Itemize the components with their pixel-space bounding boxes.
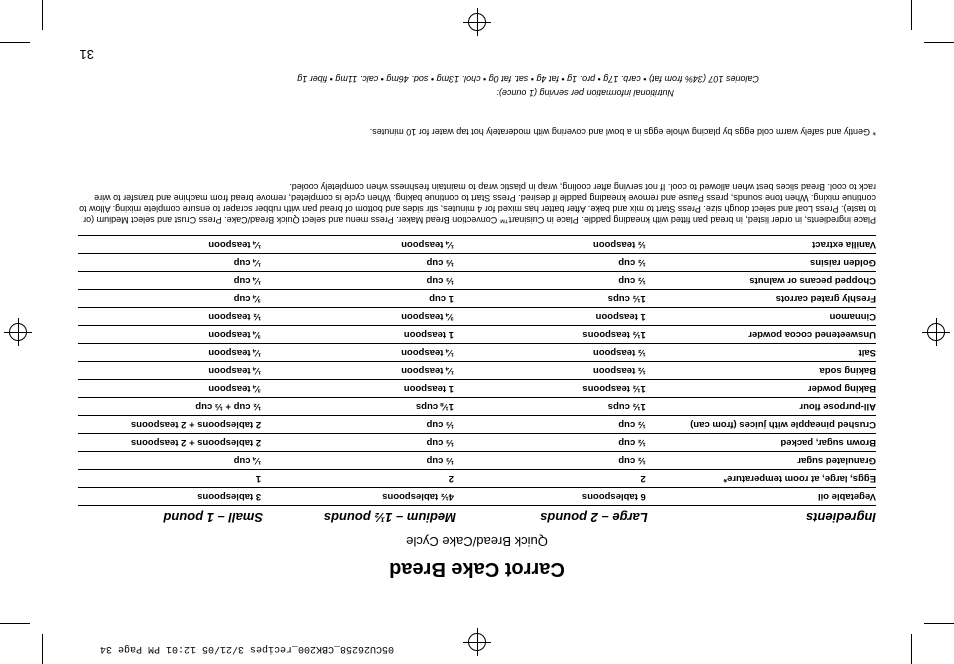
- amount-cell: ¼ teaspoon: [263, 362, 456, 380]
- table-row: [78, 236, 876, 254]
- amount-cell: ½ teaspoon: [78, 308, 263, 326]
- amount-cell: 1 teaspoon: [456, 308, 648, 326]
- amount-cell: ¾ teaspoon: [78, 326, 263, 344]
- ingredient-cell: Baking powder: [648, 380, 876, 398]
- table-row: [78, 434, 876, 452]
- registration-mark-icon: [463, 8, 491, 36]
- amount-cell: 1 teaspoon: [263, 326, 456, 344]
- amount-cell: ⅓ cup: [263, 272, 456, 290]
- crop-mark: [911, 0, 912, 30]
- amount-cell: ¼ teaspoon: [263, 236, 456, 254]
- crop-mark: [0, 623, 30, 624]
- table-row: [78, 380, 876, 398]
- amount-cell: 2 tablespoons + 2 teaspoons: [78, 416, 263, 434]
- print-slug: 05CU26258_CBK200_recipes 3/21/05 12:01 PM Page 34: [99, 643, 394, 654]
- amount-cell: ½ cup: [456, 254, 648, 272]
- crop-mark: [42, 0, 43, 30]
- table-row: [78, 308, 876, 326]
- amount-cell: ½ cup + ⅓ cup: [78, 398, 263, 416]
- ingredient-cell: Eggs, large, at room temperature*: [648, 470, 876, 488]
- amount-cell: 1½ teaspoons: [456, 380, 648, 398]
- amount-cell: ½ teaspoon: [456, 236, 648, 254]
- ingredient-cell: Vegetable oil: [648, 488, 876, 506]
- ingredient-cell: Salt: [648, 344, 876, 362]
- amount-cell: ¾ teaspoon: [263, 308, 456, 326]
- amount-cell: 1½ cups: [456, 398, 648, 416]
- table-row: [78, 362, 876, 380]
- table-header-row: [78, 506, 876, 527]
- recipe-subtitle: Quick Bread/Cake Cycle: [406, 534, 548, 549]
- amount-cell: ¼ cup: [78, 272, 263, 290]
- table-body: [78, 236, 876, 506]
- amount-cell: 4½ tablespoons: [263, 488, 456, 506]
- amount-cell: 1 cup: [263, 290, 456, 308]
- amount-cell: 1: [78, 470, 263, 488]
- table-row: [78, 488, 876, 506]
- ingredient-cell: Cinnamon: [648, 308, 876, 326]
- amount-cell: ¼ teaspoon: [78, 236, 263, 254]
- amount-cell: ¼ cup: [78, 254, 263, 272]
- amount-cell: ¼ cup: [78, 452, 263, 470]
- ingredient-cell: Vanilla extract: [648, 236, 876, 254]
- ingredient-cell: Baking soda: [648, 362, 876, 380]
- ingredients-table: [78, 235, 876, 526]
- crop-mark: [924, 42, 954, 43]
- registration-mark-icon: [4, 318, 32, 346]
- amount-cell: 2: [456, 470, 648, 488]
- ingredient-cell: Chopped pecans or walnuts: [648, 272, 876, 290]
- instructions-paragraph: Place ingredients, in order listed, in bread pan fitted with kneading paddle. Place in Cuisinart™ Convection Bread Maker. Press menu and select Quick Bread/Cake. Press Crust and select Medium (or to taste). Press Loaf and select dough size. Press Start to mix and bake. After batter has mixed for 4 minutes, stir sides and bottom of bread pan with rubber scraper to ensure complete mixing. Allow to continue mixing. When tone sounds, press Pause and remove kneading paddle if desired. Press Start to continue baking. When cycle is completed, remove bread from machine and transfer to wire rack to cool. Bread slices best when allowed to cool. If not serving after cooling, wrap in plastic wrap to maintain freshness when completely cooled.: [79, 182, 876, 225]
- crop-mark: [924, 623, 954, 624]
- amount-cell: ½ cup: [456, 452, 648, 470]
- column-header: Large – 2 pounds: [540, 510, 648, 525]
- table-row: [78, 326, 876, 344]
- amount-cell: ⅓ cup: [263, 452, 456, 470]
- ingredient-cell: Granulated sugar: [648, 452, 876, 470]
- amount-cell: 1 teaspoon: [263, 380, 456, 398]
- amount-cell: 6 tablespoons: [456, 488, 648, 506]
- amount-cell: ¼ teaspoon: [78, 362, 263, 380]
- amount-cell: ⅓ cup: [263, 416, 456, 434]
- table-row: [78, 290, 876, 308]
- amount-cell: ½ cup: [456, 272, 648, 290]
- ingredient-cell: Freshly grated carrots: [648, 290, 876, 308]
- amount-cell: ½ teaspoon: [456, 344, 648, 362]
- column-header: Small – 1 pound: [163, 510, 264, 525]
- amount-cell: ¼ teaspoon: [78, 344, 263, 362]
- crop-mark: [911, 634, 912, 664]
- table-row: [78, 272, 876, 290]
- amount-cell: 2: [263, 470, 456, 488]
- table-row: [78, 452, 876, 470]
- crop-mark: [0, 42, 30, 43]
- table-row: [78, 254, 876, 272]
- amount-cell: ⅓ cup: [263, 434, 456, 452]
- crop-mark: [42, 634, 43, 664]
- nutrition-info: Calories 107 (34% from fat) • carb. 17g • pro. 1g • fat 4g • sat. fat 0g • chol. 13mg • sod. 46mg • calc. 11mg • fiber 1g: [297, 74, 759, 84]
- amount-cell: 2 tablespoons + 2 teaspoons: [78, 434, 263, 452]
- footnote: * Gently and safely warm cold eggs by placing whole eggs in a bowl and covering with moderately hot tap water for 10 minutes.: [369, 127, 876, 137]
- ingredient-cell: Crushed pineapple with juices (from can): [648, 416, 876, 434]
- recipe-title: Carrot Cake Bread: [389, 558, 565, 580]
- table-row: [78, 344, 876, 362]
- amount-cell: ¾ teaspoon: [78, 380, 263, 398]
- nutrition-heading: Nutritional information per serving (1 ounce):: [496, 88, 674, 98]
- amount-cell: ⅓ cup: [263, 254, 456, 272]
- table-row: [78, 398, 876, 416]
- amount-cell: ½ teaspoon: [456, 362, 648, 380]
- amount-cell: 1½ cups: [456, 290, 648, 308]
- ingredient-cell: Brown sugar, packed: [648, 434, 876, 452]
- amount-cell: 1⅛ cups: [263, 398, 456, 416]
- registration-mark-icon: [463, 628, 491, 656]
- table-row: [78, 416, 876, 434]
- amount-cell: ¼ teaspoon: [263, 344, 456, 362]
- column-header: Ingredients: [805, 510, 876, 525]
- ingredient-cell: Unsweetened cocoa powder: [648, 326, 876, 344]
- ingredient-cell: All-purpose flour: [648, 398, 876, 416]
- ingredient-cell: Golden raisins: [648, 254, 876, 272]
- table-row: [78, 470, 876, 488]
- amount-cell: 3 tablespoons: [78, 488, 263, 506]
- registration-mark-icon: [922, 318, 950, 346]
- column-header: Medium – 1½ pounds: [323, 510, 456, 525]
- amount-cell: ¾ cup: [78, 290, 263, 308]
- amount-cell: ½ cup: [456, 434, 648, 452]
- amount-cell: 1½ teaspoons: [456, 326, 648, 344]
- amount-cell: ½ cup: [456, 416, 648, 434]
- page-number: 31: [79, 47, 94, 62]
